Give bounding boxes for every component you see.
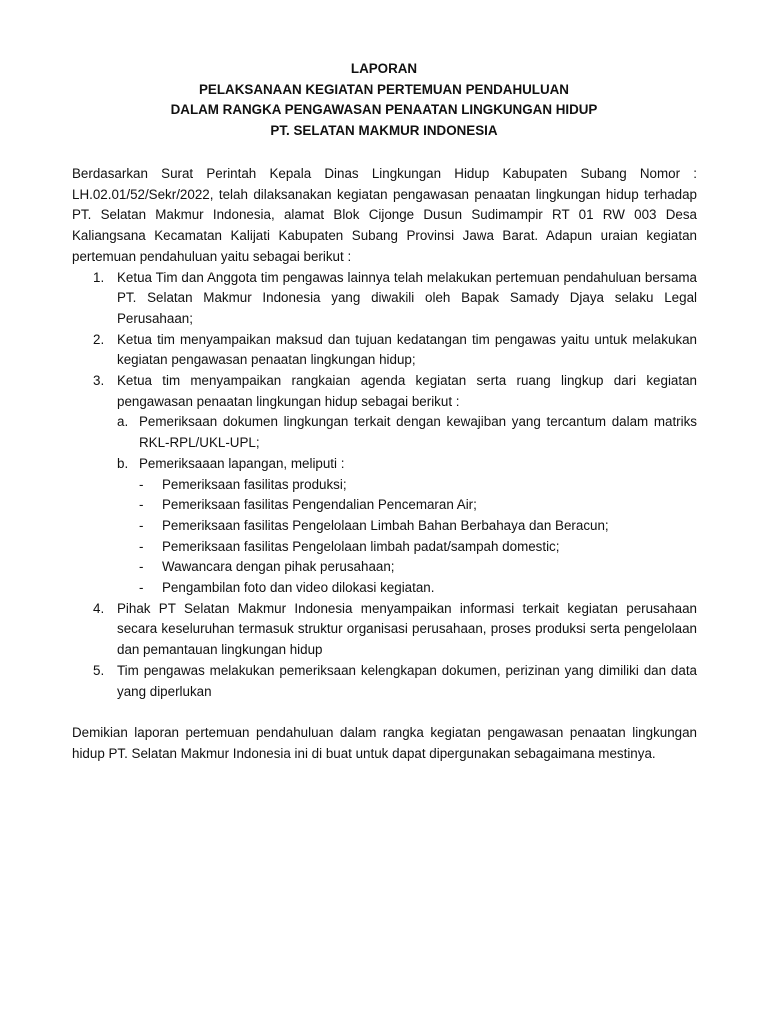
item-text: Ketua Tim dan Anggota tim pengawas lainnya telah melakukan pertemuan pendahuluan bersama PT. Selatan Makmur Indonesia yang diwakili oleh Bapak Samady Djaya selaku Legal Perusahaan;: [117, 269, 697, 326]
sub-item-text: Pemeriksaaan lapangan, meliputi :: [139, 455, 345, 471]
list-item: [72, 599, 697, 661]
dash-bullet: -: [139, 538, 144, 554]
dash-item-text: Wawancara dengan pihak perusahaan;: [162, 559, 395, 575]
dash-bullet: -: [139, 559, 144, 575]
item-text: Tim pengawas melakukan pemeriksaan kelengkapan dokumen, perizinan yang dimiliki dan data yang diperlukan: [117, 662, 697, 699]
sub-item: [117, 412, 697, 453]
dash-bullet: -: [139, 517, 144, 533]
closing-paragraph: Demikian laporan pertemuan pendahuluan dalam rangka kegiatan pengawasan penaatan lingkungan hidup PT. Selatan Makmur Indonesia ini di buat untuk dapat dipergunakan sebagaimana mestinya.: [72, 725, 697, 761]
list-item: [72, 330, 697, 371]
sub-item-letter: b.: [117, 455, 129, 471]
item-text: Ketua tim menyampaikan maksud dan tujuan kedatangan tim pengawas yaitu untuk melakukan kegiatan pengawasan penaatan lingkungan hidup;: [117, 331, 697, 368]
title-line-1: LAPORAN: [350, 61, 418, 76]
report-title: [72, 59, 696, 141]
dash-item-text: Pemeriksaan fasilitas Pengelolaan limbah padat/sampah domestic;: [162, 538, 560, 554]
item-number: 4.: [93, 600, 105, 616]
sub-item-letter: a.: [117, 414, 129, 430]
dash-item: [139, 578, 697, 599]
dash-bullet: -: [139, 476, 144, 492]
report-body: [72, 164, 697, 765]
sub-item-text: Pemeriksaan dokumen lingkungan terkait dengan kewajiban yang tercantum dalam matriks RKL-RPL/UKL-UPL;: [139, 414, 697, 451]
dash-item-text: Pemeriksaan fasilitas produksi;: [162, 476, 347, 492]
dash-item-text: Pengambilan foto dan video dilokasi kegiatan.: [162, 580, 435, 596]
dash-item: [139, 475, 697, 496]
title-line-2: PELAKSANAAN KEGIATAN PERTEMUAN PENDAHULUAN: [199, 81, 569, 97]
title-line-3: DALAM RANGKA PENGAWASAN PENAATAN LINGKUNGAN HIDUP: [170, 102, 598, 117]
list-item: [72, 661, 697, 702]
sub-list: [117, 412, 697, 598]
dash-item-text: Pemeriksaan fasilitas Pengendalian Pencemaran Air;: [162, 497, 477, 513]
dash-item-text: Pemeriksaan fasilitas Pengelolaan Limbah Bahan Berbahaya dan Beracun;: [162, 517, 609, 533]
intro-paragraph: Berdasarkan Surat Perintah Kepala Dinas Lingkungan Hidup Kabupaten Subang Nomor : LH.02.01/52/Sekr/2022, telah dilaksanakan kegiatan pengawasan penaatan lingkungan hidup terhadap PT. Selatan Makmur Indonesia, alamat Blok Cijonge Dusun Sudimampir RT 01 RW 003 Desa Kaliangsana Kecamatan Kalijati Kabupaten Subang Provinsi Jawa Barat. Adapun uraian kegiatan pertemuan pendahuluan yaitu sebagai berikut :: [72, 166, 697, 264]
title-line-4: PT. SELATAN MAKMUR INDONESIA: [270, 122, 498, 138]
item-number: 3.: [93, 373, 105, 389]
item-number: 5.: [93, 662, 105, 678]
dash-item: [139, 557, 697, 578]
dash-list: [139, 475, 697, 599]
activity-list: [72, 268, 697, 703]
list-item: [72, 268, 697, 330]
dash-item: [139, 516, 697, 537]
item-text: Pihak PT Selatan Makmur Indonesia menyampaikan informasi terkait kegiatan perusahaan secara keseluruhan termasuk struktur organisasi perusahaan, proses produksi serta pengelolaan dan pemantauan lingkungan hidup: [117, 600, 697, 658]
dash-item: [139, 495, 697, 516]
item-text: Ketua tim menyampaikan rangkaian agenda kegiatan serta ruang lingkup dari kegiatan pengawasan penaatan lingkungan hidup sebagai berikut :: [117, 373, 697, 409]
dash-bullet: -: [139, 497, 144, 513]
item-number: 1.: [93, 269, 105, 285]
item-number: 2.: [93, 331, 105, 347]
sub-item: [117, 454, 697, 599]
dash-item: [139, 537, 697, 558]
list-item: [72, 371, 697, 599]
dash-bullet: -: [139, 580, 144, 596]
